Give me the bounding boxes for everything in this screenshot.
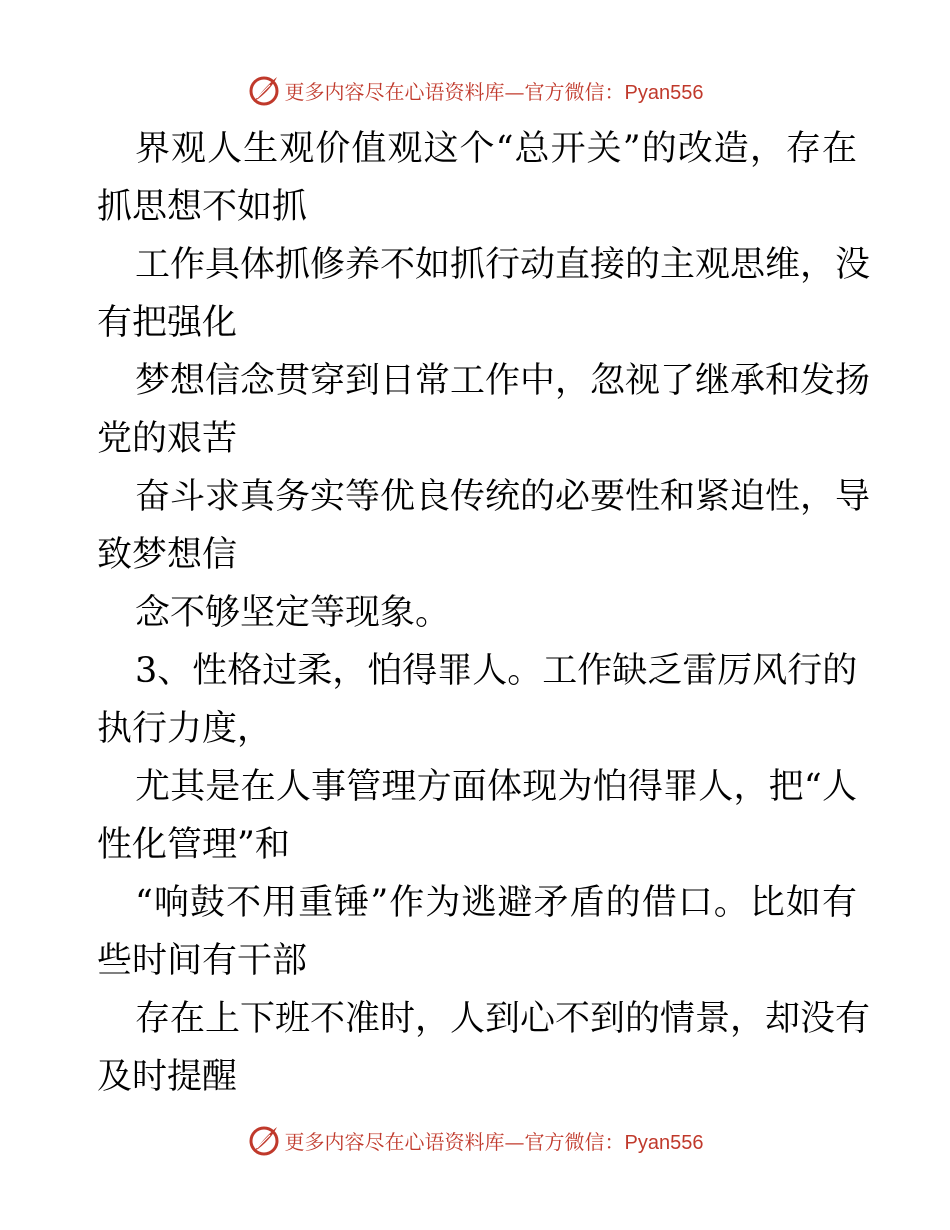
text-line: 3、性格过柔，怕得罪人。工作缺乏雷厉风行的 [135, 651, 858, 691]
watermark-text: 更多内容尽在心语资料库—官方微信：Pyan556 [284, 1129, 704, 1154]
watermark-text: 更多内容尽在心语资料库—官方微信：Pyan556 [284, 79, 704, 104]
feather-quill-logo-icon [247, 73, 281, 107]
text-line: 工作具体抓修养不如抓行动直接的主观思维，没 [135, 245, 871, 285]
text-line: 梦想信念贯穿到日常工作中，忽视了继承和发扬 [135, 361, 871, 401]
text-line: 念不够坚定等现象。 [135, 593, 451, 633]
footer-watermark [0, 1120, 950, 1160]
text-line: 性化管理”和 [97, 825, 290, 865]
text-line: 执行力度， [97, 709, 273, 749]
document-body [97, 120, 871, 1106]
text-line: “响鼓不用重锤”作为逃避矛盾的借口。比如有 [135, 883, 857, 923]
feather-quill-logo-icon [247, 1123, 281, 1157]
header-watermark [0, 70, 950, 110]
text-line: 抓思想不如抓 [97, 187, 308, 227]
text-line: 尤其是在人事管理方面体现为怕得罪人，把“人 [135, 767, 857, 807]
text-line: 些时间有干部 [97, 941, 308, 981]
text-line: 奋斗求真务实等优良传统的必要性和紧迫性，导 [135, 477, 871, 517]
text-line: 党的艰苦 [97, 419, 238, 459]
text-line: 存在上下班不准时，人到心不到的情景，却没有 [135, 999, 871, 1039]
text-line: 界观人生观价值观这个“总开关”的改造，存在 [135, 129, 857, 169]
text-line: 致梦想信 [97, 535, 238, 575]
text-line: 及时提醒 [97, 1057, 238, 1097]
text-line: 有把强化 [97, 303, 238, 343]
